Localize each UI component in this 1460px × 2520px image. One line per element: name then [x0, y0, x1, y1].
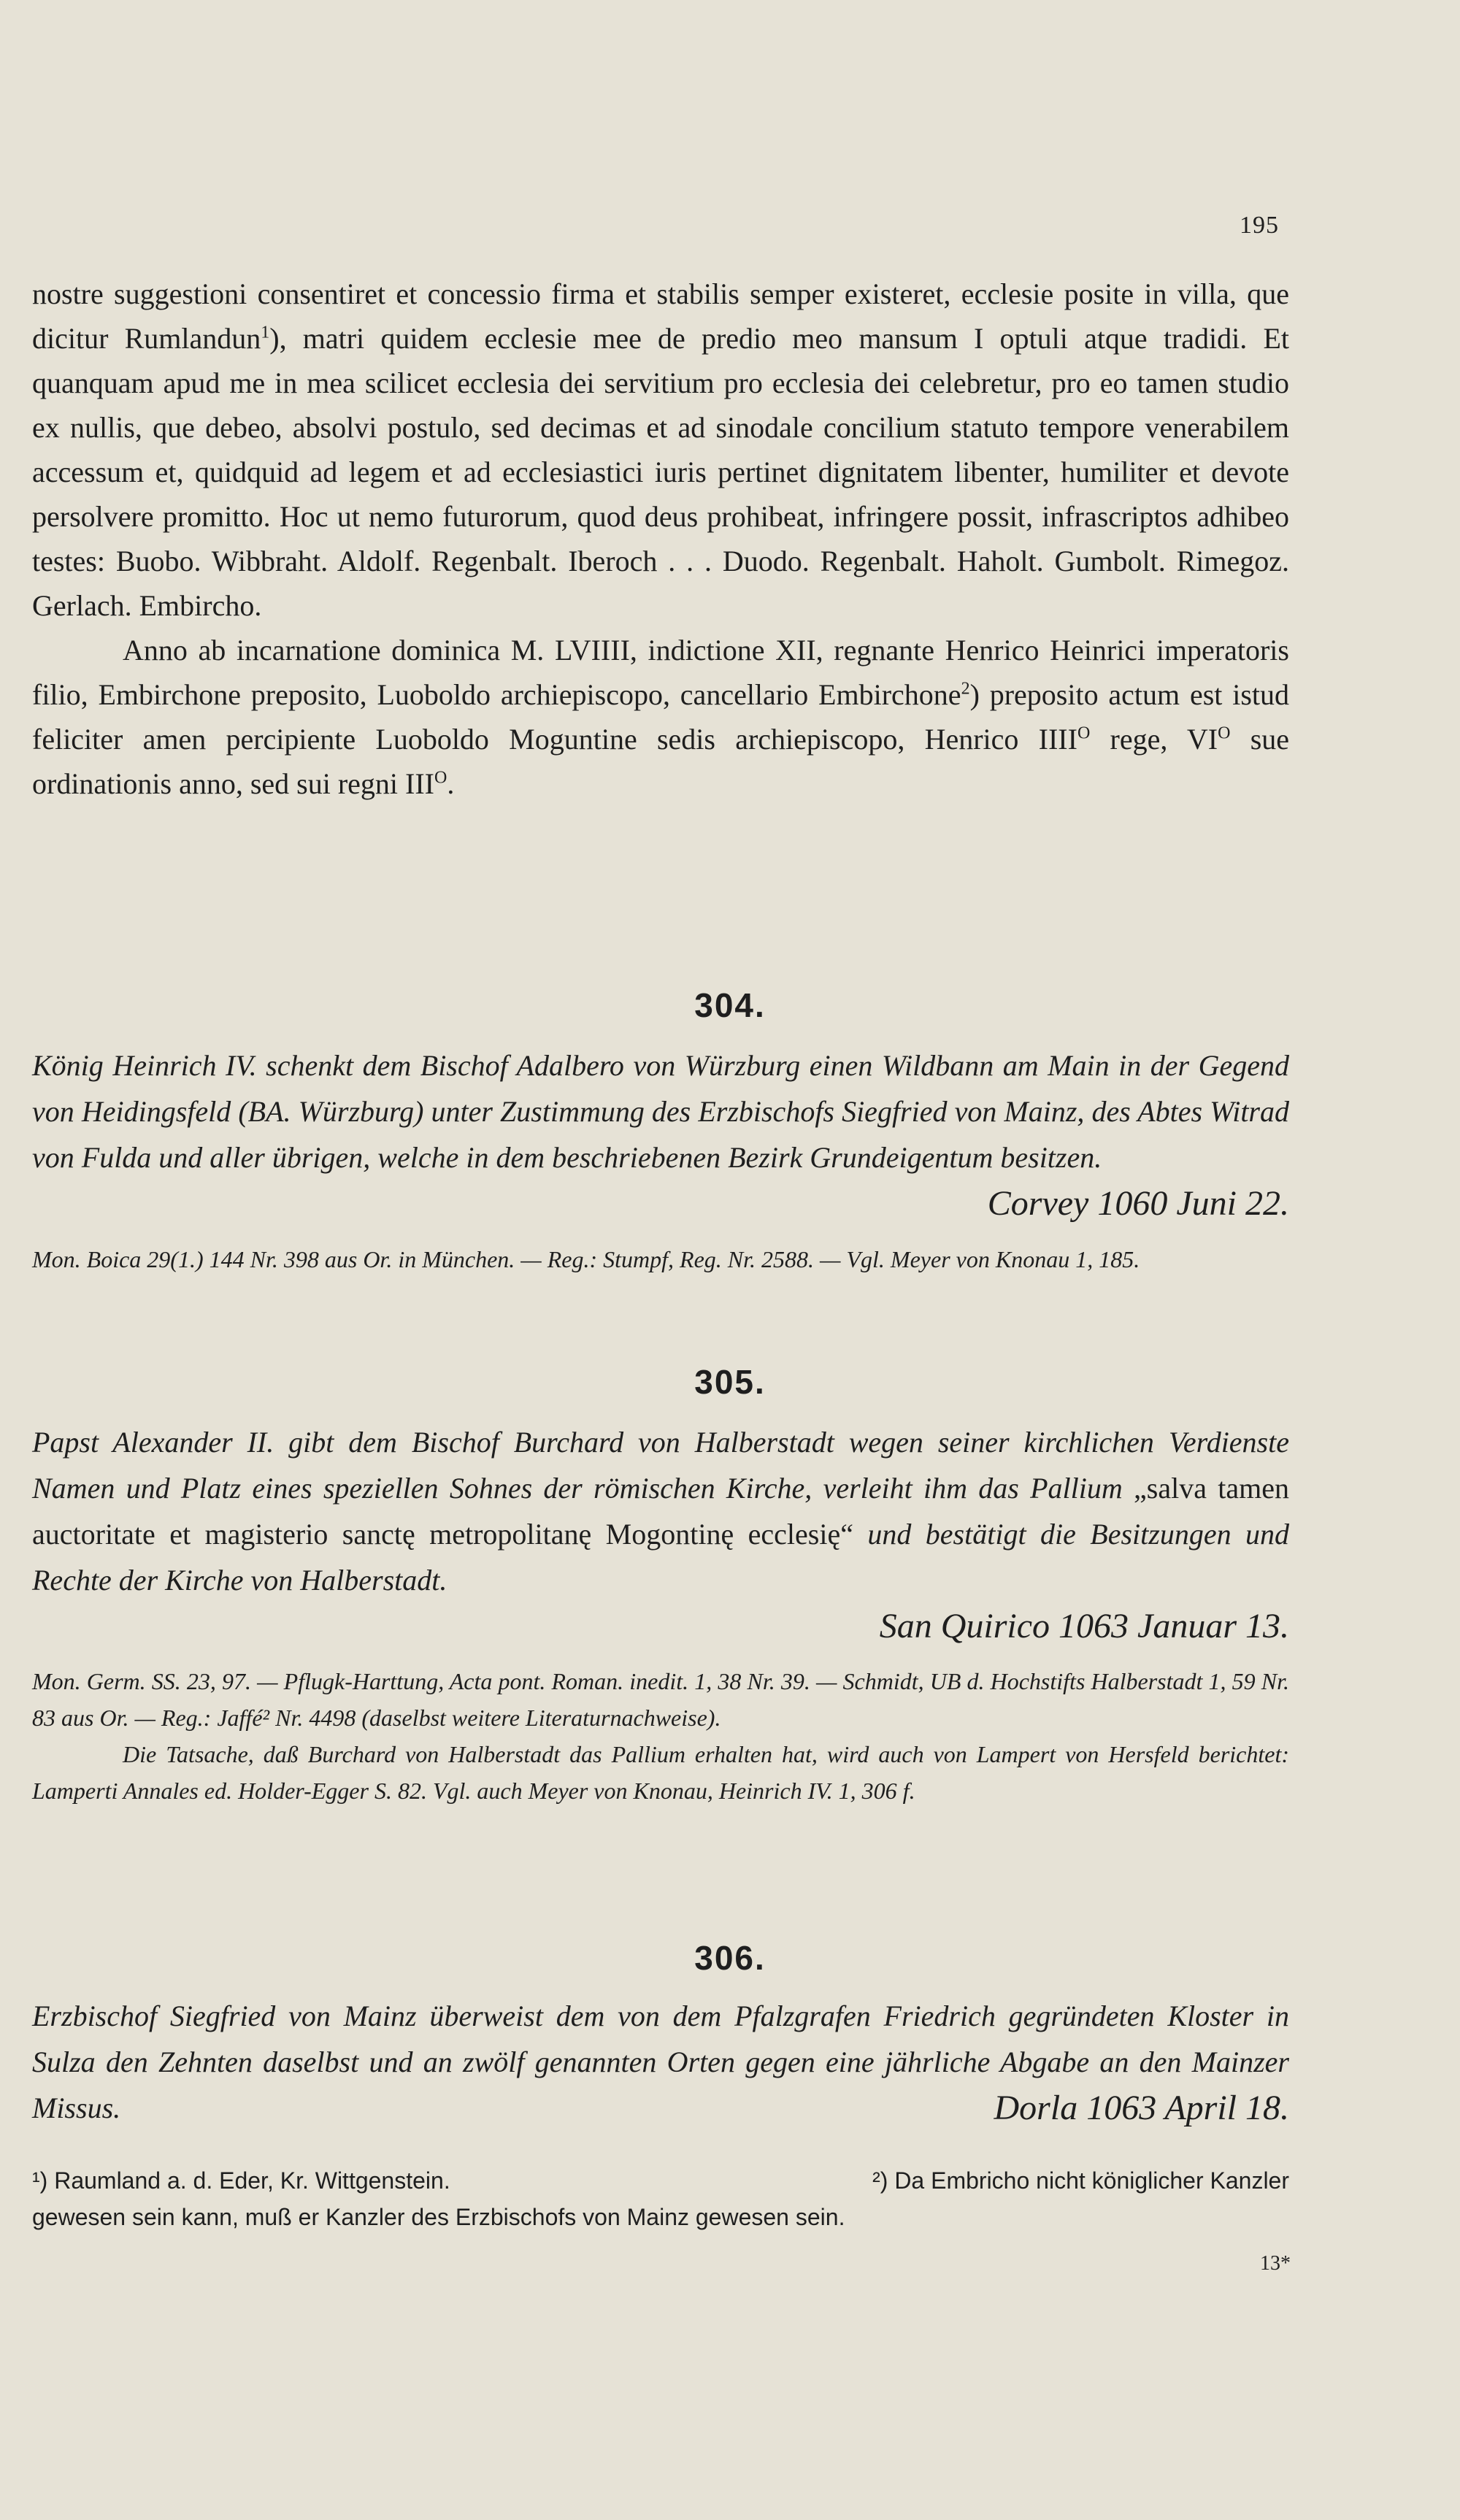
regest-text: Papst Alexander II. gibt dem Bischof Burchard von Halberstadt wegen seiner kirchlichen Verdienste Namen und Platz eines speziellen Sohnes der römischen Kirche, verleiht ihm das Pallium „salva tamen auctoritate et magisterio sanctę metropolitanę Mogontinę ecclesię“ und bestätigt die Besitzungen und Rechte der Kirche von Halberstadt. San Quirico 1063 Januar 13. [32, 1419, 1289, 1649]
entry-date: Dorla 1063 April 18. [994, 2089, 1289, 2127]
charter-text [32, 272, 1289, 806]
dating-clause: Anno ab incarnatione dominica M. LVIIII, indictione XII, regnante Henrico Heinrici imperatoris filio, Embirchone preposito, Luoboldo archiepiscopo, cancellario Embirchone$^2$) preposito actum est istud feliciter amen percipiente Luoboldo Moguntine sedis archiepiscopo, Henrico $IIII^O$ rege, $VI^O$ sue ordinationis anno, sed sui regni $III^O$. [32, 634, 1290, 800]
regest-text: Erzbischof Siegfried von Mainz überweist dem von dem Pfalzgrafen Friedrich gegründeten Kloster in Sulza den Zehnten daselbst und an zwölf genannten Orten gegen eine jährliche Abgabe an den Mainzer Missus. Dorla 1063 April 18. [32, 1993, 1289, 2131]
entry-number: 306. [694, 1939, 766, 1977]
signature-mark: 13* [1260, 2252, 1291, 2275]
footnote-1: ¹) Raumland a. d. Eder, Kr. Wittgenstein. [32, 2167, 450, 2194]
charter-paragraph: nostre suggestioni consentiret et concessio firma et stabilis semper existeret, ecclesie posite in villa, que dicitur Rumlandun$^1$), matri quidem ecclesie mee de predio meo mansum I optuli atque tradidi. Et quanquam apud me in mea scilicet ecclesia dei servitium pro ecclesia dei celebretur, pro eo tamen studio ex nullis, que debeo, absolvi postulo, sed decimas et ad sinodale concilium statuto tempore venerabilem accessum et, quidquid ad legem et ad ecclesiastici iuris pertinet dignitatem libenter, humiliter et devote persolvere promitto. Hoc ut nemo futurorum, quod deus prohibeat, infringere possit, infrascriptos adhibeo testes: Buobo. Wibbraht. Aldolf. Regenbalt. Iberoch . . . Duodo. Regenbalt. Haholt. Gumbolt. Rimegoz. Gerlach. Embircho. [32, 277, 1289, 622]
footnotes [32, 2162, 1289, 2235]
entry-date: San Quirico 1063 Januar 13. [879, 1607, 1289, 1645]
page-number: 195 [1240, 212, 1279, 239]
entry-number: 305. [694, 1363, 766, 1401]
quoted-latin: „salva tamen auctoritate et magisterio sanctę metropolitanę Mogontinę ecclesię“ [32, 1472, 1289, 1551]
source-note: Mon. Boica 29(1.) 144 Nr. 398 aus Or. in München. — Reg.: Stumpf, Reg. Nr. 2588. — Vgl. Meyer von Knonau 1, 185. [32, 1246, 1140, 1272]
footnote-2-cont: gewesen sein kann, muß er Kanzler des Erzbischofs von Mainz gewesen sein. [32, 2204, 845, 2230]
entry-date: Corvey 1060 Juni 22. [987, 1184, 1289, 1223]
footnote-2: ²) Da Embricho nicht königlicher Kanzler [872, 2167, 1289, 2194]
regest-text: König Heinrich IV. schenkt dem Bischof Adalbero von Würzburg einen Wildbann am Main in der Gegend von Heidingsfeld (BA. Würzburg) unter Zustimmung des Erzbischofs Siegfried von Mainz, des Abtes Witrad von Fulda und aller übrigen, welche in dem beschriebenen Bezirk Grundeigentum besitzen. Corvey 1060 Juni 22. [32, 1042, 1289, 1226]
entry-number: 304. [694, 986, 766, 1024]
source-note: Mon. Germ. SS. 23, 97. — Pflugk-Harttung, Acta pont. Roman. inedit. 1, 38 Nr. 39. — Schmidt, UB d. Hochstifts Halberstadt 1, 59 Nr. 83 aus Or. — Reg.: Jaffé² Nr. 4498 (daselbst weitere Literaturnachweise). Die Tatsache, daß Burchard von Halberstadt das Pallium erhalten hat, wird auch von Lampert von Hersfeld berichtet: Lamperti Annales ed. Holder-Egger S. 82. Vgl. auch Meyer von Knonau, Heinrich IV. 1, 306 f. [32, 1668, 1289, 1804]
